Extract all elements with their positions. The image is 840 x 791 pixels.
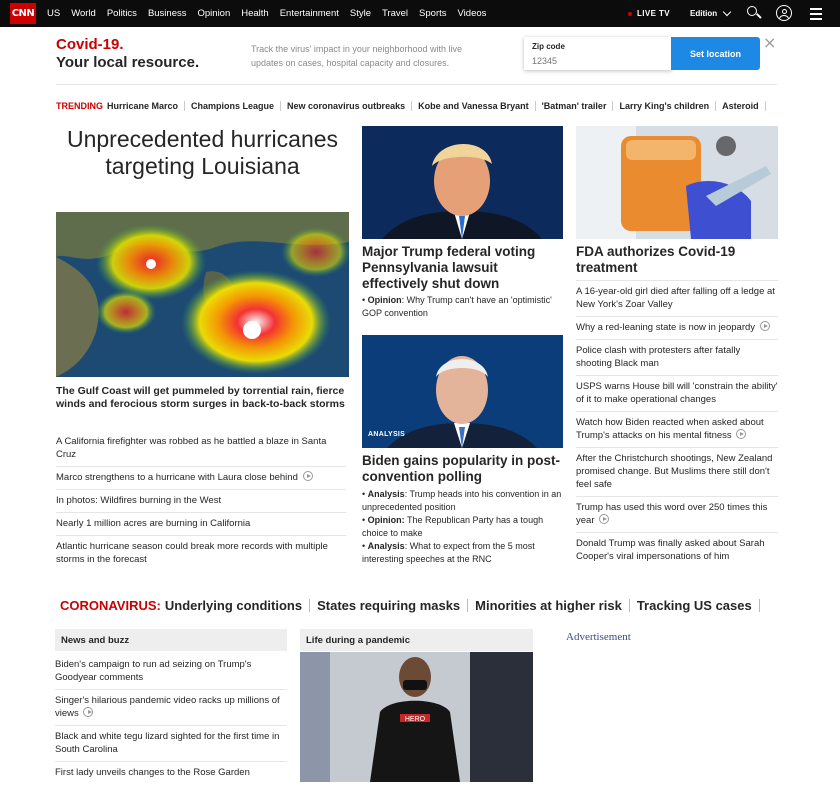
live-tv-label: LIVE TV xyxy=(637,9,671,18)
story-link[interactable] xyxy=(576,316,778,339)
nav-link-sports[interactable]: Sports xyxy=(419,8,447,19)
play-video-icon xyxy=(83,707,93,717)
play-video-icon xyxy=(736,429,746,439)
account-icon[interactable] xyxy=(774,0,794,27)
close-icon[interactable]: × xyxy=(763,33,777,52)
hero-headline[interactable]: The Gulf Coast will get pummeled by torrential rain, fierce winds and ferocious storm surges in back-to-back storms xyxy=(56,385,345,410)
trump-sublinks xyxy=(362,294,562,320)
nav-link-us[interactable]: US xyxy=(47,8,61,19)
story-link-text: Black and white tegu lizard sighted for the first time in South Carolina xyxy=(55,731,280,755)
story-link-text: Trump has used this word over 250 times this year xyxy=(576,502,768,526)
chevron-down-icon xyxy=(723,8,731,16)
nav-link-world[interactable]: World xyxy=(71,8,96,19)
story-link[interactable] xyxy=(576,411,778,447)
sub-link-tag: Opinion xyxy=(367,295,402,305)
divider xyxy=(56,84,777,85)
biden-sublinks xyxy=(362,488,562,566)
edition-label: Edition xyxy=(690,9,718,18)
story-link[interactable] xyxy=(56,535,346,571)
story-link-text: Marco strengthens to a hurricane with Laura close behind xyxy=(56,472,298,483)
story-link[interactable] xyxy=(56,431,346,466)
analysis-tag: ANALYSIS xyxy=(368,431,406,438)
coronavirus-separator xyxy=(467,599,468,612)
play-video-icon xyxy=(760,321,770,331)
trending-separator xyxy=(612,101,613,111)
shirt-print: HERO xyxy=(404,716,426,723)
story-link[interactable] xyxy=(56,512,346,535)
story-link-text: Biden's campaign to run ad seizing on Trump's Goodyear comments xyxy=(55,659,252,683)
story-link[interactable] xyxy=(55,689,287,725)
sub-link-tag: Analysis xyxy=(367,489,405,499)
trending-item[interactable]: 'Batman' trailer xyxy=(541,101,607,111)
search-icon[interactable] xyxy=(744,0,764,27)
story-link-text: Watch how Biden reacted when asked about Trump's attacks on his mental fitness xyxy=(576,417,764,441)
coronavirus-separator xyxy=(309,599,310,612)
story-link-text: Police clash with protesters after fatally shooting Black man xyxy=(576,345,741,369)
play-video-icon xyxy=(303,471,313,481)
advertisement-label: Advertisement xyxy=(566,631,631,643)
story-link-text: In photos: Wildfires burning in the West xyxy=(56,495,222,506)
edition-dropdown[interactable] xyxy=(690,0,730,27)
sub-link-text: The Republican Party has a tough choice to make xyxy=(362,515,544,538)
coronavirus-link[interactable]: Underlying conditions xyxy=(164,598,303,613)
sub-link[interactable] xyxy=(362,294,562,320)
play-video-icon xyxy=(599,514,609,524)
news-buzz-list xyxy=(55,654,287,784)
story-link-text: Singer's hilarious pandemic video racks up millions of views xyxy=(55,695,280,719)
trump-headline[interactable]: Major Trump federal voting Pennsylvania lawsuit effectively shut down xyxy=(362,244,536,291)
menu-icon[interactable] xyxy=(806,0,826,27)
sub-link-tag: Opinion: xyxy=(367,515,405,525)
nav-link-videos[interactable]: Videos xyxy=(457,8,487,19)
set-location-button[interactable]: Set location xyxy=(671,37,760,70)
trending-separator xyxy=(184,101,185,111)
cnn-logo[interactable]: CNN xyxy=(10,3,36,24)
nav-link-politics[interactable]: Politics xyxy=(106,8,137,19)
story-link[interactable] xyxy=(576,532,778,568)
sub-link-tag: Analysis xyxy=(367,541,405,551)
trending-label: TRENDING xyxy=(56,101,103,111)
coronavirus-separator xyxy=(629,599,630,612)
story-link-text: Nearly 1 million acres are burning in California xyxy=(56,518,251,529)
trending-separator xyxy=(765,101,766,111)
bullet: • xyxy=(362,295,368,305)
pandemic-photo[interactable] xyxy=(300,652,533,782)
nav-links xyxy=(47,0,486,27)
trending-item[interactable]: Hurricane Marco xyxy=(107,101,179,111)
story-link[interactable] xyxy=(576,447,778,496)
life-during-pandemic-header[interactable]: Life during a pandemic xyxy=(300,629,533,651)
trump-photo[interactable] xyxy=(362,126,563,239)
bullet: • xyxy=(362,489,368,499)
nav-link-business[interactable]: Business xyxy=(147,8,187,19)
zip-code-box xyxy=(524,37,672,70)
nav-link-style[interactable]: Style xyxy=(349,8,371,19)
story-link[interactable] xyxy=(55,654,287,689)
bullet: • xyxy=(362,541,368,551)
biden-headline[interactable]: Biden gains popularity in post-convention polling xyxy=(362,453,561,484)
coronavirus-link[interactable]: Tracking US cases xyxy=(636,598,752,613)
news-and-buzz-header[interactable]: News and buzz xyxy=(55,629,287,651)
sub-link-text: : What to expect from the 5 most interesting speeches at the RNC xyxy=(362,541,535,564)
sub-link[interactable] xyxy=(362,488,562,514)
top-nav xyxy=(0,0,840,27)
story-link[interactable] xyxy=(55,725,287,761)
story-link-text: First lady unveils changes to the Rose Garden xyxy=(55,767,250,778)
fda-headline[interactable]: FDA authorizes Covid-19 treatment xyxy=(576,244,736,275)
hero-title[interactable]: Unprecedented hurricanes targeting Louisiana xyxy=(66,126,339,179)
covid-title-red: Covid-19. xyxy=(56,36,124,53)
coronavirus-link[interactable]: States requiring masks xyxy=(317,598,461,613)
story-link[interactable] xyxy=(576,281,778,316)
story-link[interactable] xyxy=(55,761,287,784)
hero-story-list xyxy=(56,431,346,571)
story-link[interactable] xyxy=(56,466,346,489)
trending-item[interactable]: New coronavirus outbreaks xyxy=(287,101,406,111)
right-story-list xyxy=(576,280,778,568)
zip-code-input[interactable] xyxy=(532,56,652,66)
trending-separator xyxy=(280,101,281,111)
trending-separator xyxy=(715,101,716,111)
story-link-text: Why a red-leaning state is now in jeopardy xyxy=(576,322,756,333)
nav-link-entertainment[interactable]: Entertainment xyxy=(279,8,339,19)
trending-item[interactable]: Kobe and Vanessa Bryant xyxy=(418,101,529,111)
covid-banner-title xyxy=(56,36,199,72)
sub-link-text: : Why Trump can't have an 'optimistic' GOP convention xyxy=(362,295,552,318)
story-link[interactable] xyxy=(576,375,778,411)
story-link-text: A California firefighter was robbed as he battled a blaze in Santa Cruz xyxy=(56,436,327,460)
sub-link[interactable] xyxy=(362,514,562,540)
bullet: • xyxy=(362,515,368,525)
trending-bar xyxy=(56,100,772,112)
story-link[interactable] xyxy=(576,339,778,375)
story-link-text: USPS warns House bill will 'constrain the ability' of it to make operational changes xyxy=(576,381,778,405)
story-link[interactable] xyxy=(576,496,778,532)
coronavirus-strip xyxy=(60,598,767,613)
story-link-text: Atlantic hurricane season could break more records with multiple storms in the forecast xyxy=(56,541,328,565)
live-tv-link[interactable] xyxy=(628,0,670,27)
hurricane-satellite-image[interactable] xyxy=(56,212,349,377)
covid-banner-description: Track the virus' impact in your neighborhood with live updates on cases, hospital capacity and closures. xyxy=(251,44,462,68)
coronavirus-link[interactable]: Minorities at higher risk xyxy=(475,598,622,613)
trending-item[interactable]: Asteroid xyxy=(722,101,759,111)
trending-separator xyxy=(535,101,536,111)
live-dot-icon xyxy=(628,12,632,16)
coronavirus-separator xyxy=(759,599,760,612)
story-link[interactable] xyxy=(56,489,346,512)
trending-item[interactable]: Champions League xyxy=(191,101,275,111)
covid-title-black: Your local resource. xyxy=(56,54,200,71)
story-link-text: A 16-year-old girl died after falling off a ledge at New York's Zoar Valley xyxy=(576,286,775,310)
nav-link-opinion[interactable]: Opinion xyxy=(197,8,231,19)
nav-link-travel[interactable]: Travel xyxy=(382,8,409,19)
coronavirus-label: CORONAVIRUS: xyxy=(60,598,161,613)
story-link-text: Donald Trump was finally asked about Sarah Cooper's viral impersonations of him xyxy=(576,538,765,562)
fda-treatment-photo[interactable] xyxy=(576,126,778,239)
story-link-text: After the Christchurch shootings, New Zealand promised change. But Muslims there still don't feel safe xyxy=(576,453,773,490)
sub-link-text: : Trump heads into his convention in an unprecedented position xyxy=(362,489,562,512)
zip-code-label: Zip code xyxy=(532,42,565,51)
nav-link-health[interactable]: Health xyxy=(241,8,269,19)
trending-item[interactable]: Larry King's children xyxy=(619,101,710,111)
trending-separator xyxy=(411,101,412,111)
sub-link[interactable] xyxy=(362,540,562,566)
